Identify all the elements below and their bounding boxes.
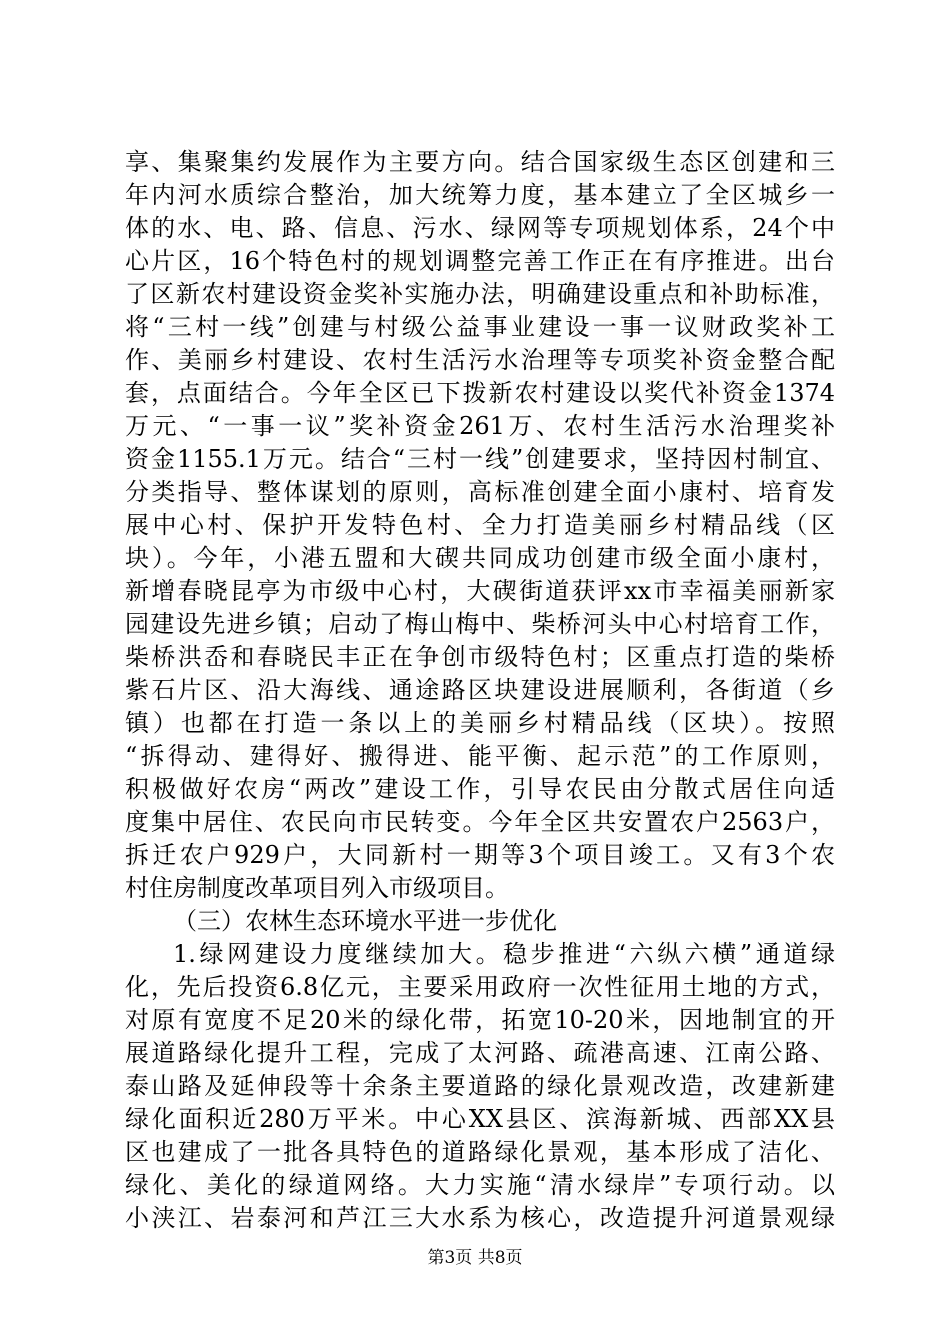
body-line: 镇）也都在打造一条以上的美丽乡村精品线（区块）。按照	[125, 709, 835, 737]
body-line: 积极做好农房“两改”建设工作，引导农民由分散式居住向适	[125, 775, 835, 803]
section-heading: （三）农林生态环境水平进一步优化	[173, 907, 557, 935]
body-line: 1.绿网建设力度继续加大。稳步推进“六纵六横”通道绿	[173, 940, 835, 968]
page-number-footer: 第3页 共8页	[427, 1248, 523, 1268]
body-line: 村住房制度改革项目列入市级项目。	[125, 874, 509, 902]
body-line: 区也建成了一批各具特色的道路绿化景观，基本形成了洁化、	[125, 1138, 835, 1166]
body-line: 泰山路及延伸段等十余条主要道路的绿化景观改造，改建新建	[125, 1072, 835, 1100]
body-line: 紫石片区、沿大海线、通途路区块建设进展顺利，各街道（乡	[125, 676, 835, 704]
body-line: “拆得动、建得好、搬得进、能平衡、起示范”的工作原则，	[125, 742, 835, 770]
document-body	[125, 146, 835, 1235]
body-line: 心片区，16个特色村的规划调整完善工作正在有序推进。出台	[125, 247, 835, 275]
body-line: 展中心村、保护开发特色村、全力打造美丽乡村精品线（区	[125, 511, 835, 539]
body-line: 对原有宽度不足20米的绿化带，拓宽10-20米，因地制宜的开	[125, 1006, 835, 1034]
body-line: 新增春晓昆亭为市级中心村，大碶街道获评xx市幸福美丽新家	[125, 577, 835, 605]
body-line: 作、美丽乡村建设、农村生活污水治理等专项奖补资金整合配	[125, 346, 835, 374]
body-line: 资金1155.1万元。结合“三村一线”创建要求，坚持因村制宜、	[125, 445, 835, 473]
body-line: 享、集聚集约发展作为主要方向。结合国家级生态区创建和三	[125, 148, 835, 176]
body-line: 展道路绿化提升工程，完成了太河路、疏港高速、江南公路、	[125, 1039, 835, 1067]
body-line: 将“三村一线”创建与村级公益事业建设一事一议财政奖补工	[125, 313, 835, 341]
body-line: 块）。今年，小港五盟和大碶共同成功创建市级全面小康村，	[125, 544, 835, 572]
body-line: 了区新农村建设资金奖补实施办法，明确建设重点和补助标准，	[125, 280, 835, 308]
body-line: 万元、“一事一议”奖补资金261万、农村生活污水治理奖补	[125, 412, 835, 440]
body-line: 柴桥洪岙和春晓民丰正在争创市级特色村；区重点打造的柴桥	[125, 643, 835, 671]
body-line: 化，先后投资6.8亿元，主要采用政府一次性征用土地的方式，	[125, 973, 835, 1001]
body-line: 分类指导、整体谋划的原则，高标准创建全面小康村、培育发	[125, 478, 835, 506]
body-line: 年内河水质综合整治，加大统筹力度，基本建立了全区城乡一	[125, 181, 835, 209]
body-line: 小浃江、岩泰河和芦江三大水系为核心，改造提升河道景观绿	[125, 1204, 835, 1232]
body-line: 度集中居住、农民向市民转变。今年全区共安置农户2563户，	[125, 808, 835, 836]
body-line: 体的水、电、路、信息、污水、绿网等专项规划体系，24个中	[125, 214, 835, 242]
body-line: 拆迁农户929户，大同新村一期等3个项目竣工。又有3个农	[125, 841, 835, 869]
body-line: 绿化、美化的绿道网络。大力实施“清水绿岸”专项行动。以	[125, 1171, 835, 1199]
body-line: 绿化面积近280万平米。中心XX县区、滨海新城、西部XX县	[125, 1105, 835, 1133]
body-line: 套，点面结合。今年全区已下拨新农村建设以奖代补资金1374	[125, 379, 835, 407]
body-line: 园建设先进乡镇；启动了梅山梅中、柴桥河头中心村培育工作，	[125, 610, 835, 638]
